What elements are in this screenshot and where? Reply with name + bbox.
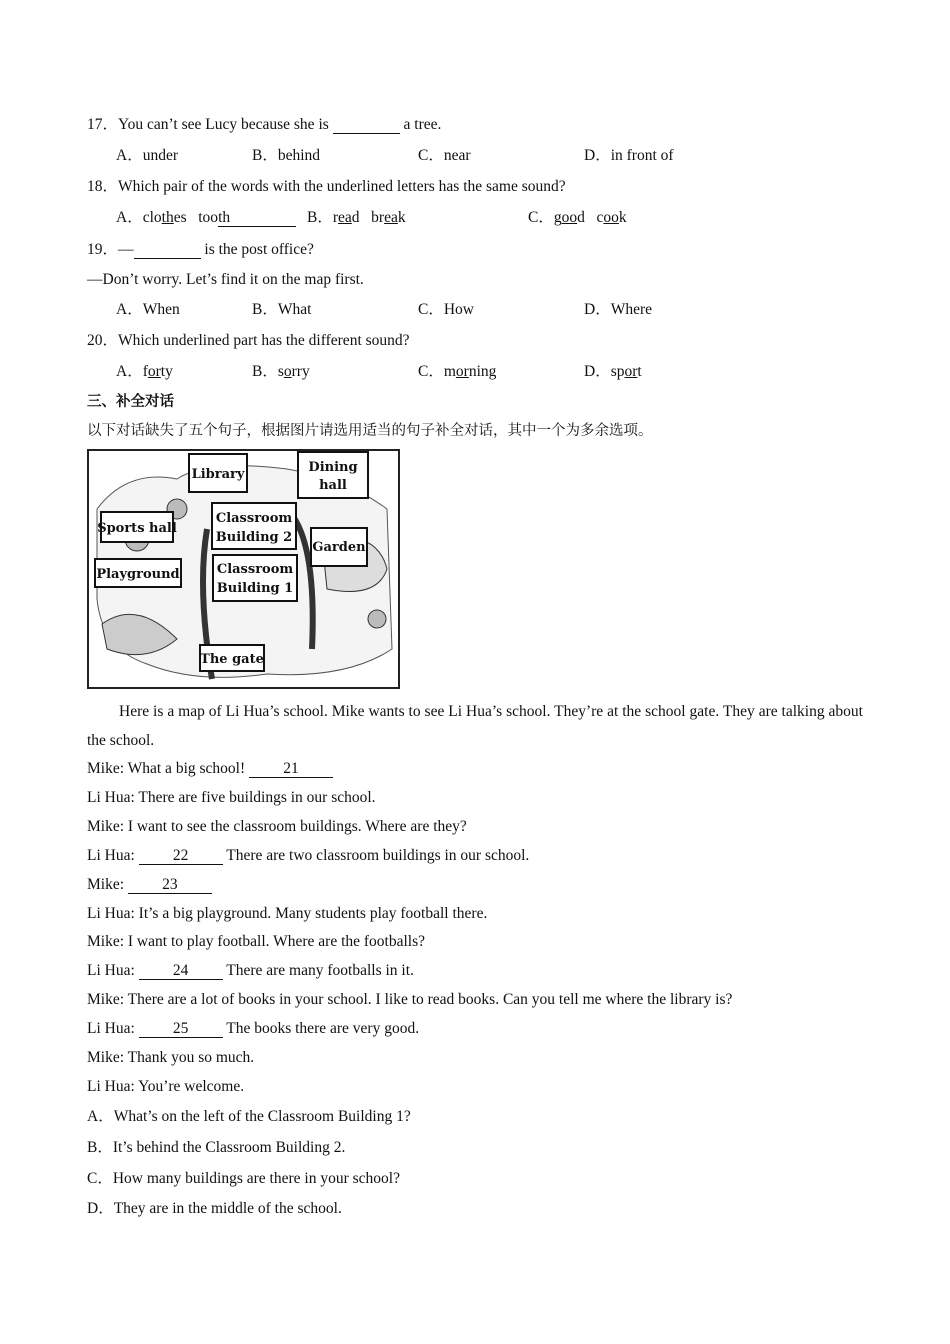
question-17-stem: 17．You can’t see Lucy because she is a tree.: [87, 116, 442, 133]
section-instruction: 以下对话缺失了五个句子，根据图片请选用适当的句子补全对话，其中一个为多余选项。: [87, 423, 653, 439]
tree: [368, 610, 386, 628]
answer-blank-23[interactable]: 23: [128, 877, 212, 894]
q19-option-d[interactable]: D．Where: [584, 301, 653, 318]
q19-option-b[interactable]: B．What: [252, 301, 312, 318]
q20-option-d[interactable]: D．sport: [584, 363, 642, 380]
answer-blank-24[interactable]: 24: [139, 963, 223, 980]
choice-c[interactable]: C．How many buildings are there in your school?: [87, 1170, 400, 1187]
q19-option-c[interactable]: C．How: [418, 301, 474, 318]
choice-a[interactable]: A．What’s on the left of the Classroom Building 1?: [87, 1108, 411, 1125]
q18-option-b[interactable]: B．read break: [307, 209, 406, 226]
dining-hall-label-2: hall: [319, 478, 347, 493]
school-map: [87, 449, 400, 689]
question-20-stem: 20．Which underlined part has the different sound?: [87, 332, 410, 349]
dialogue-line: Li Hua: You’re welcome.: [87, 1078, 245, 1095]
sports-hall-label: Sports hall: [97, 521, 177, 536]
answer-blank[interactable]: [134, 242, 201, 259]
q20-option-c[interactable]: C．morning: [418, 363, 497, 380]
gate-label: The gate: [200, 652, 264, 667]
q20-option-b[interactable]: B．sorry: [252, 363, 310, 380]
garden-label: Garden: [312, 540, 366, 555]
q17-option-b[interactable]: B．behind: [252, 147, 321, 164]
q19-option-a[interactable]: A．When: [116, 301, 180, 318]
q20-option-a[interactable]: A．forty: [116, 363, 173, 380]
q18-option-c[interactable]: C．good cook: [528, 209, 627, 226]
dialogue-line: Li Hua: It’s a big playground. Many students play football there.: [87, 905, 488, 922]
dialogue-line: Mike: What a big school! 21: [87, 759, 333, 779]
classroom-2-label-2: Building 2: [215, 530, 293, 545]
section-heading: 三、补全对话: [87, 394, 174, 410]
choice-b[interactable]: B．It’s behind the Classroom Building 2.: [87, 1139, 346, 1156]
q17-option-a[interactable]: A．under: [116, 147, 178, 164]
dialogue-line: Mike: There are a lot of books in your school. I like to read books. Can you tell me where the library is?: [87, 991, 733, 1008]
dining-hall-label-1: Dining: [308, 460, 358, 475]
dialogue-line: Mike: I want to play football. Where are the footballs?: [87, 933, 426, 950]
passage: Here is a map of Li Hua’s school. Mike wants to see Li Hua’s school. They’re at the school gate. They are talking about the school.: [87, 703, 863, 749]
question-19-reply: —Don’t worry. Let’s find it on the map first.: [87, 271, 364, 288]
dialogue-line: Li Hua: 22 There are two classroom buildings in our school.: [87, 847, 530, 864]
question-18-stem: 18．Which pair of the words with the underlined letters has the same sound?: [87, 178, 566, 195]
q17-option-c[interactable]: C．near: [418, 147, 471, 164]
dialogue-line: Li Hua: 24 There are many footballs in it.: [87, 962, 414, 979]
library-label: Library: [191, 467, 245, 482]
dialogue-line: Mike: Thank you so much.: [87, 1049, 255, 1066]
choice-d[interactable]: D．They are in the middle of the school.: [87, 1200, 342, 1217]
dialogue-line: Mike: 23: [87, 875, 212, 895]
playground-label: Playground: [96, 567, 180, 582]
classroom-1-label-1: Classroom: [216, 562, 294, 577]
underline-span: th: [218, 210, 296, 227]
dialogue-line: Mike: I want to see the classroom buildings. Where are they?: [87, 818, 467, 835]
q18-option-a[interactable]: A．clothes tooth: [116, 208, 296, 228]
answer-blank[interactable]: [333, 117, 400, 134]
classroom-1-label-2: Building 1: [216, 581, 294, 596]
question-19-stem: 19．— is the post office?: [87, 241, 314, 258]
answer-blank-25[interactable]: 25: [139, 1021, 223, 1038]
dialogue-line: Li Hua: There are five buildings in our school.: [87, 789, 376, 806]
dialogue-line: Li Hua: 25 The books there are very good.: [87, 1020, 420, 1037]
q17-option-d[interactable]: D．in front of: [584, 147, 674, 164]
answer-blank-22[interactable]: 22: [139, 848, 223, 865]
classroom-2-label-1: Classroom: [215, 511, 293, 526]
answer-blank-21[interactable]: 21: [249, 761, 333, 778]
